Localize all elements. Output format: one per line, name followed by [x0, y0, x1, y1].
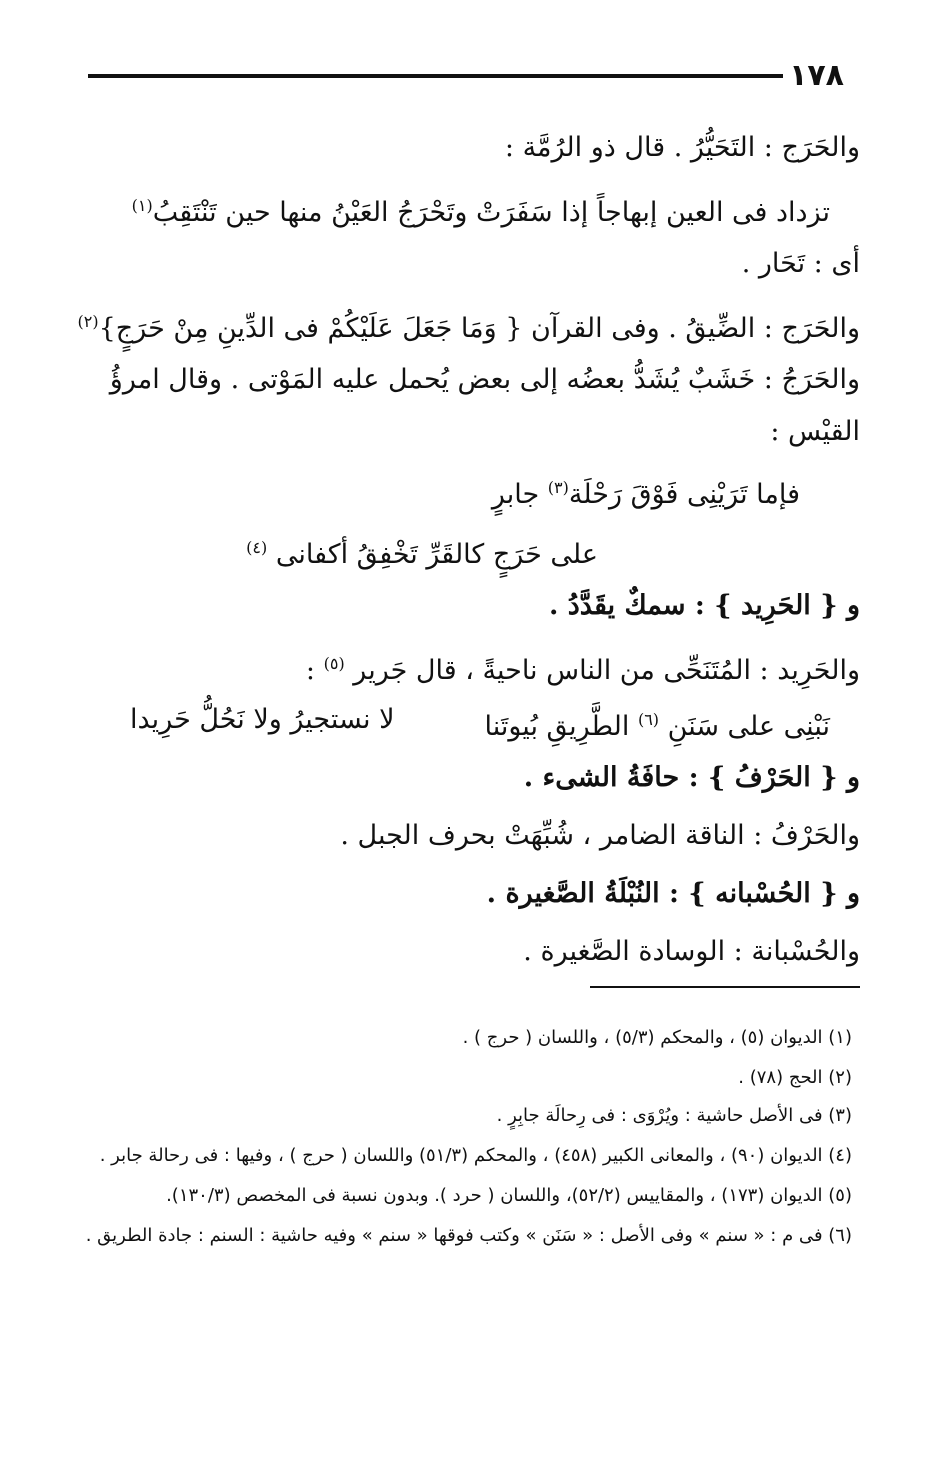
text-line: أى : تَحَار . [741, 248, 860, 279]
verse-line: على حَرَجٍ كالقَرِّ تَخْفِقُ أكفانى $^{(٤)}$ [246, 538, 598, 570]
footnote: (٣) فى الأصل حاشية : ويُرْوَى : فى رِحالَة جابِرٍ . [496, 1105, 852, 1126]
text-line: والحَرَج : التَحَيُّرُ . قال ذو الرُمَّة : [504, 132, 860, 163]
footnote-marker: (٥) [323, 654, 345, 673]
entry-heading-line: و { الحَرْفُ } : حافَةُ الشىء . [523, 762, 860, 793]
page-number: ١٧٨ [789, 58, 844, 93]
verse-line: تزداد فى العين إبهاجاً إذا سَفَرَتْ وتَحْرَجُ العَيْنُ منها حين تَنْتَقِبُ$^{(١)}$ [131, 196, 830, 228]
text-line: والحُسْبانة : الوسادة الصَّغيرة . [523, 936, 860, 967]
footnote-rule [590, 986, 860, 988]
footnote-marker: (٦) [637, 710, 660, 729]
footnote: (٤) الديوان (٩٠) ، والمعانى الكبير (٤٥٨) ، والمحكم (٥١/٣) واللسان ( حرج ) ، وفيها : فى رحالة جابر . [99, 1145, 852, 1166]
header-rule [88, 74, 783, 78]
footnote-marker: (١) [131, 196, 153, 215]
entry-heading-line: و { الحَرِيد } : سمكٌ يقَدَّدُ . [548, 590, 860, 621]
footnote: (٦) فى م : « سنم » وفى الأصل : « سَنَن » وكتب فوقها « سنم » وفيه حاشية : السنم : جادة الطريق . [85, 1225, 852, 1246]
verse-second-hemistich: لا نستجيرُ ولا نَحُلُّ حَرِيدا [130, 704, 395, 735]
footnote-marker: (٤) [246, 538, 268, 557]
footnote: (٥) الديوان (١٧٣) ، والمقاييس (٥٢/٢)، واللسان ( حرد ). وبدون نسبة فى المخصص (١٣٠/٣). [166, 1185, 852, 1206]
text-line: والحَرِيد : المُتَنَحِّى من الناس ناحيةً ، قال جَرير $^{(٥)}$ : [305, 654, 860, 686]
verse-first-hemistich: نَبْنِى على سَنَنِ $^{(٦)}$ الطَّرِيقِ بُيوتَنا [484, 710, 830, 742]
entry-heading-line: و { الحُسْبانه } : النُبْلَةُ الصَّغيرة . [486, 878, 860, 909]
text-line: والحَرَج : الضِّيقُ . وفى القرآن { وَمَا جَعَلَ عَلَيْكُمْ فى الدِّينِ مِنْ حَرَجٍ}$^{(٢)}$ [77, 312, 860, 344]
footnote: (١) الديوان (٥) ، والمحكم (٥/٣) ، واللسان ( حرج ) . [462, 1027, 852, 1048]
text-line: القيْس : [770, 416, 860, 447]
verse-line: فإما تَرَيْنِى فَوْقَ رَحْلَة$^{(٣)}$ جابرٍ [491, 478, 800, 510]
footnote-marker: (٢) [77, 312, 99, 331]
footnote-marker: (٣) [547, 478, 569, 497]
text-line: والحَرْفُ : الناقة الضامر ، شُبِّهَتْ بحرف الجبل . [340, 820, 860, 851]
footnote: (٢) الحج (٧٨) . [738, 1067, 852, 1088]
text-line: والحَرَجُ : خَشَبٌ يُشَدُّ بعضُه إلى بعض يُحمل عليه المَوْتى . وقال امرؤُ [109, 364, 860, 395]
